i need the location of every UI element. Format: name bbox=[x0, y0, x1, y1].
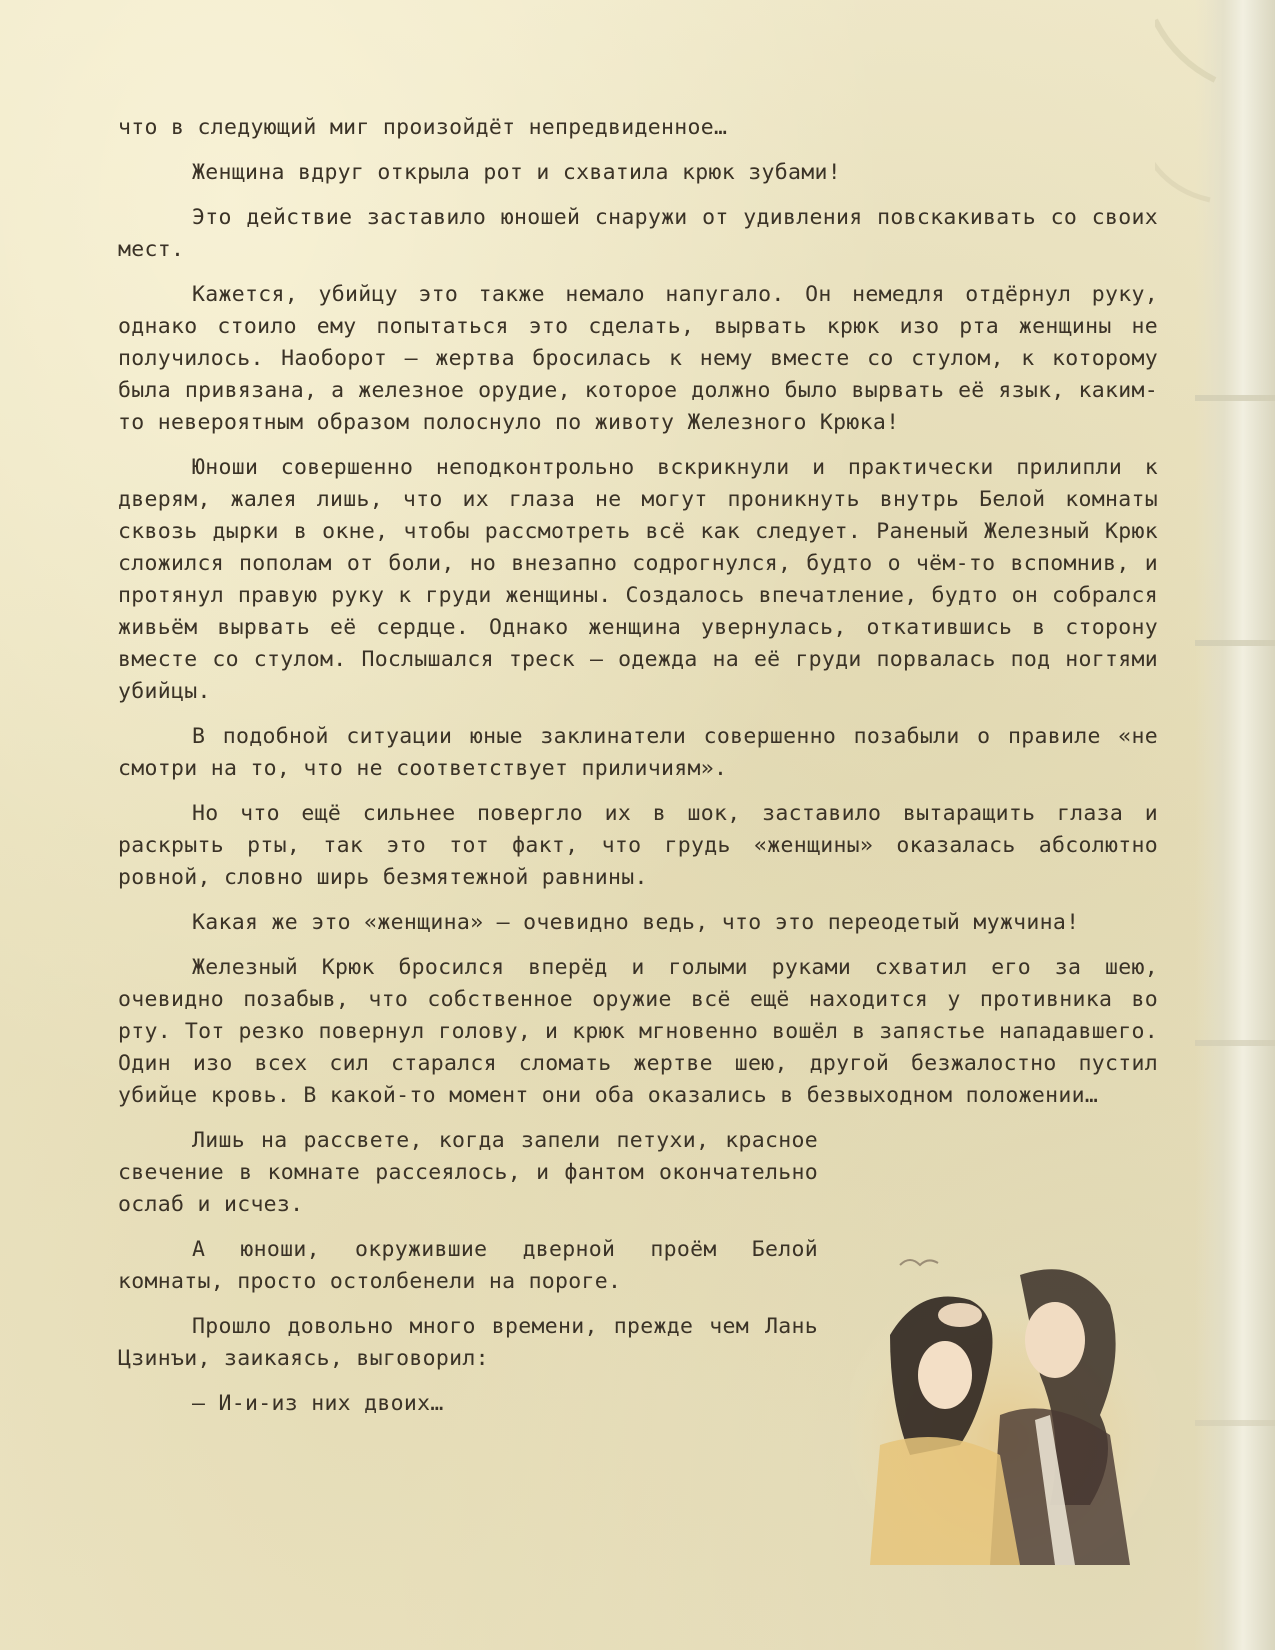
paragraph: что в следующий миг произойдёт непредвиденное… bbox=[118, 115, 728, 140]
paragraph: Кажется, убийцу это также немало напугало. Он немедля отдёрнул руку, однако стоило ему попытаться это сделать, вырвать крюк изо рта женщины не получилось. Наоборот — жертва бросилась к нему вместе со стулом, к которому была привязана, а железное орудие, которое должно было вырвать её язык, каким-то невероятным образом полоснуло по животу Железного Крюка! bbox=[118, 282, 1158, 435]
paragraph: Лишь на рассвете, когда запели петухи, красное свечение в комнате рассеялось, и фантом окончательно ослаб и исчез. bbox=[118, 1128, 818, 1217]
bamboo-icon bbox=[1155, 0, 1275, 1650]
paragraph: Железный Крюк бросился вперёд и голыми руками схватил его за шею, очевидно позабыв, что собственное оружие всё ещё находится у противника во рту. Тот резко повернул голову, и крюк мгновенно вошёл в запястье нападавшего. Один изо всех сил старался сломать жертве шею, другой безжалостно пустил убийце кровь. В какой-то момент они оба оказались в безвыходном положении… bbox=[118, 955, 1158, 1108]
paragraph: Но что ещё сильнее повергло их в шок, заставило вытаращить глаза и раскрыть рты, так это тот факт, что грудь «женщины» оказалась абсолютно ровной, словно ширь безмятежной равнины. bbox=[118, 801, 1158, 890]
paragraph: Это действие заставило юношей снаружи от удивления повскакивать со своих мест. bbox=[118, 205, 1158, 262]
paragraph: Прошло довольно много времени, прежде чем Лань Цзинъи, заикаясь, выговорил: bbox=[118, 1314, 818, 1371]
paragraph: Женщина вдруг открыла рот и схватила крюк зубами! bbox=[192, 160, 841, 185]
paragraph: Какая же это «женщина» — очевидно ведь, что это переодетый мужчина! bbox=[192, 910, 1080, 935]
paragraph: — И-и-из них двоих… bbox=[192, 1391, 444, 1416]
document-body bbox=[118, 112, 1158, 1433]
paragraph: Юноши совершенно неподконтрольно вскрикнули и практически прилипли к дверям, жалея лишь, что их глаза не могут проникнуть внутрь Белой комнаты сквозь дырки в окне, чтобы рассмотреть всё как следует. Раненый Железный Крюк сложился пополам от боли, но внезапно содрогнулся, будто о чём-то вспомнив, и протянул правую руку к груди женщины. Создалось впечатление, будто он собрался живьём вырвать её сердце. Однако женщина увернулась, откатившись в сторону вместе со стулом. Послышался треск — одежда на её груди порвалась под ногтями убийцы. bbox=[118, 455, 1158, 704]
two-figures-illustration bbox=[850, 1245, 1160, 1565]
paragraph: А юноши, окружившие дверной проём Белой комнаты, просто остолбенели на пороге. bbox=[118, 1237, 818, 1294]
paragraph: В подобной ситуации юные заклинатели совершенно позабыли о правиле «не смотри на то, что не соответствует приличиям». bbox=[118, 724, 1158, 781]
